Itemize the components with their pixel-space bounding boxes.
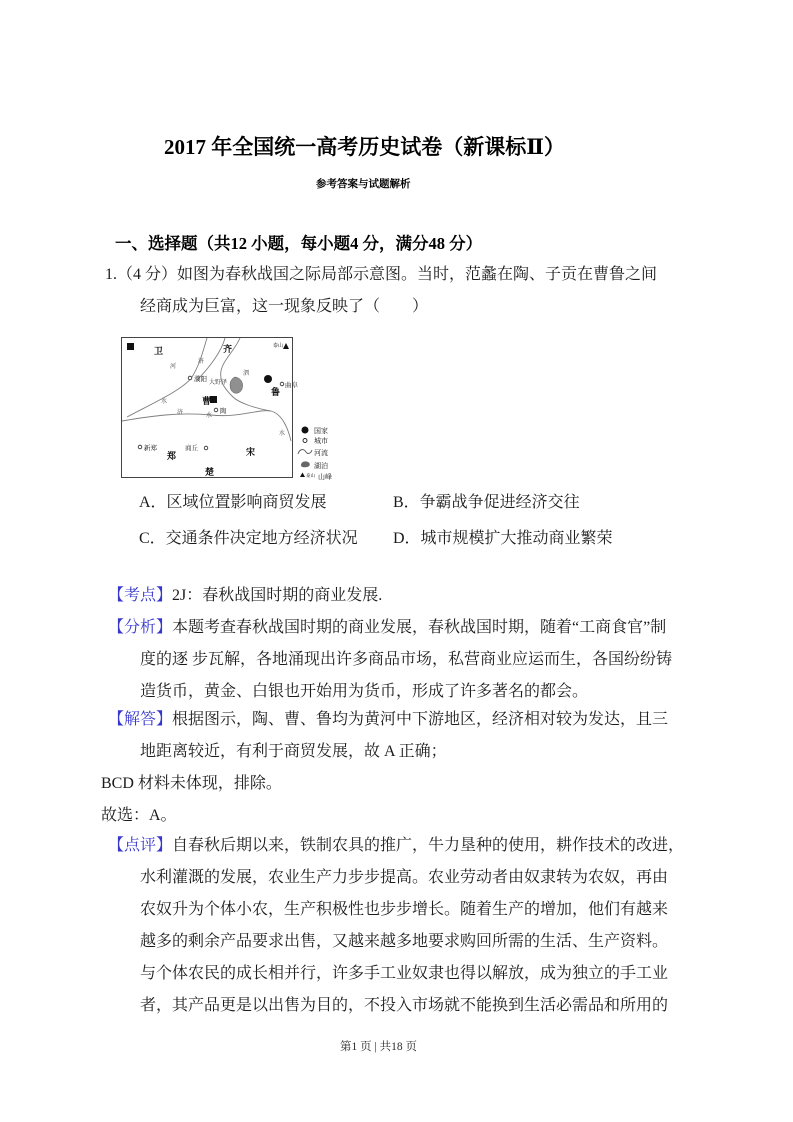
mountain-icon — [283, 343, 289, 349]
legend-lake-icon — [301, 461, 310, 467]
analysis-text: 本题考查春秋战国时期的商业发展，春秋战国时期，随着“工商食官”制 — [172, 619, 667, 636]
comment-line: 农奴升为个体小农，生产积极性也步步增长。随着生产的增加，他们有越来 — [140, 901, 669, 918]
comment-label: 【点评】 — [108, 837, 173, 854]
question-map-figure — [121, 337, 353, 482]
city-marker — [204, 446, 208, 450]
analysis-line: 造货币，黄金、白银也开始用为货币，形成了许多著名的都会。 — [140, 683, 589, 700]
city-marker — [214, 408, 218, 412]
river-label: 河 — [170, 364, 177, 370]
state-label: 卫 — [154, 346, 164, 356]
page-title: 2017 年全国统一高考历史试卷（新课标Ⅱ） — [164, 135, 565, 159]
legend-river-label: 河流 — [314, 449, 328, 457]
comment-line: 水利灌溉的发展，农业生产力步步提高。农业劳动者由奴隶转为农奴，再由 — [140, 869, 669, 886]
state-label: 楚 — [205, 467, 215, 477]
question-text-line: 经商成为巨富，这一现象反映了（ ） — [140, 298, 429, 315]
river-label: 水 — [206, 413, 213, 419]
solution-line: 地距离较近，有利于商贸发展，故 A 正确； — [140, 743, 447, 760]
solution-line: BCD 材料未体现，排除。 — [101, 775, 282, 792]
comment-line: 越多的剩余产品要求出售，又越来越多地要求购回所需的生活、生产资料。 — [140, 933, 669, 950]
page-number-footer: 第1 页 | 共18 页 — [340, 1041, 418, 1053]
state-label: 宋 — [246, 447, 256, 457]
option-d: D．城市规模扩大推动商业繁荣 — [393, 530, 613, 547]
exam-point-text: 2J：春秋战国时期的商业发展. — [172, 587, 383, 604]
city-label: 陶 — [220, 408, 227, 415]
city-label: 新郑 — [144, 445, 157, 452]
city-label: 曲阜 — [285, 382, 298, 389]
city-label: 商丘 — [185, 445, 198, 452]
analysis-line — [108, 618, 666, 638]
legend-river-icon — [298, 450, 312, 454]
answer-choice-line: 故选：A。 — [101, 807, 177, 824]
legend-mountain-sample: 泰山 — [306, 473, 315, 478]
city-marker — [138, 445, 142, 449]
legend-city-icon — [303, 439, 307, 443]
state-marker — [127, 343, 134, 350]
river-label: 泗 — [243, 371, 250, 377]
map-frame — [122, 338, 293, 478]
state-label: 郑 — [167, 451, 177, 461]
legend-state-label: 国家 — [314, 427, 328, 435]
city-label: 濮阳 — [194, 376, 207, 383]
section-heading: 一、选择题（共12 小题，每小题4 分，满分48 分） — [115, 234, 483, 253]
river-label: 济 — [177, 410, 184, 416]
map-svg — [121, 337, 353, 482]
comment-line: 者，其产品更是以出售为目的，不投入市场就不能换到生活必需品和所用的 — [140, 997, 669, 1014]
option-b: B．争霸战争促进经济交往 — [393, 494, 580, 511]
solution-line — [108, 710, 668, 730]
legend-mountain-label: 山峰 — [318, 473, 332, 481]
solution-text: 根据图示，陶、曹、鲁均为黄河中下游地区，经济相对较为发达，且三 — [172, 711, 669, 728]
option-c: C．交通条件决定地方经济状况 — [139, 530, 358, 547]
legend-lake-label: 湖泊 — [314, 462, 328, 470]
exam-point-label: 【考点】 — [108, 587, 173, 604]
solution-label: 【解答】 — [108, 711, 173, 728]
question-text-line: 1.（4 分）如图为春秋战国之际局部示意图。当时，范蠡在陶、子贡在曹鲁之间 — [105, 266, 658, 283]
river-label: 水 — [161, 399, 168, 405]
lake-label: 大野泽 — [209, 380, 228, 386]
state-label: 鲁 — [271, 387, 281, 397]
analysis-line: 度的逐 步瓦解，各地涌现出许多商品市场，私营商业应运而生，各国纷纷铸 — [140, 651, 673, 668]
page-subtitle: 参考答案与试题解析 — [316, 179, 411, 190]
state-marker — [264, 375, 272, 383]
lake-shape — [230, 377, 243, 393]
state-marker — [210, 396, 217, 403]
city-marker — [280, 382, 284, 386]
analysis-label: 【分析】 — [108, 619, 173, 636]
legend-city-label: 城市 — [314, 437, 328, 445]
comment-line — [108, 836, 684, 856]
option-a: A．区域位置影响商贸发展 — [139, 494, 327, 511]
legend-mountain-icon — [300, 473, 305, 478]
state-label: 齐 — [223, 344, 233, 354]
comment-line: 与个体农民的成长相并行，许多手工业奴隶也得以解放，成为独立的手工业 — [140, 965, 669, 982]
state-label: 曹 — [202, 396, 212, 406]
exam-point-line — [108, 586, 382, 606]
mountain-label: 泰山 — [273, 344, 284, 349]
river-label: 水 — [279, 431, 286, 437]
comment-text: 自春秋后期以来，铁制农具的推广，牛力垦种的使用，耕作技术的改进， — [172, 837, 685, 854]
city-marker — [188, 376, 192, 380]
river-label: 济 — [198, 359, 205, 365]
legend-state-icon — [302, 427, 309, 434]
